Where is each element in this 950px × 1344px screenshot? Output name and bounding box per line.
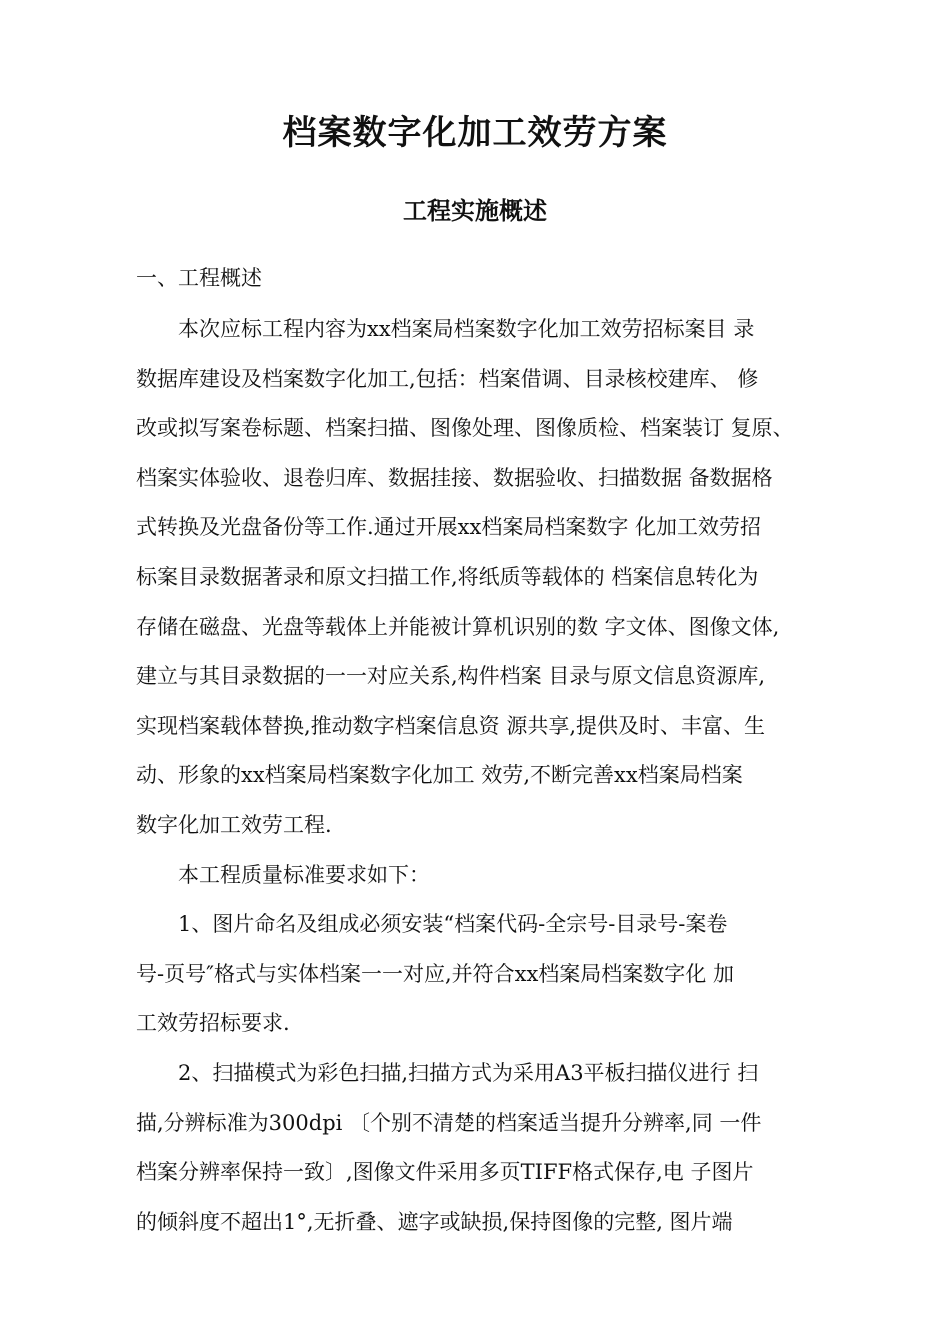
paragraph-line: 建立与其目录数据的一一对应关系,构件档案 目录与原文信息资源库,	[136, 664, 766, 689]
document-subtitle: 工程实施概述	[403, 197, 547, 225]
paragraph-line: 档案实体验收、退卷归库、数据挂接、数据验收、扫描数据 备数据格	[136, 465, 773, 490]
paragraph-line: 档案分辨率保持一致〕,图像文件采用多页TIFF格式保存,电 子图片	[136, 1160, 754, 1185]
paragraph-line: 号-页号″格式与实体档案一一对应,并符合xx档案局档案数字化 加	[136, 961, 734, 986]
paragraph-line: 实现档案载体替换,推动数字档案信息资 源共享,提供及时、丰富、生	[136, 713, 766, 738]
paragraph-line: 改或拟写案卷标题、档案扫描、图像处理、图像质检、档案装订 复原、	[136, 416, 794, 441]
paragraph-line: 存储在磁盘、光盘等载体上并能被计算机识别的数 字文体、图像文体,	[136, 614, 780, 639]
paragraph-line: 本次应标工程内容为xx档案局档案数字化加工效劳招标案目 录	[178, 317, 755, 341]
paragraph-line: 本工程质量标准要求如下：	[178, 862, 430, 887]
paragraph-line: 描,分辨标准为300dpi 〔个别不清楚的档案适当提升分辨率,同 一件	[136, 1110, 762, 1135]
paragraph-line: 动、形象的xx档案局档案数字化加工 效劳,不断完善xx档案局档案	[136, 763, 743, 788]
paragraph-line: 数据库建设及档案数字化加工,包括：档案借调、目录核校建库、 修	[136, 366, 759, 391]
paragraph-line: 1、图片命名及组成必须安装“档案代码-全宗号-目录号-案卷	[178, 912, 728, 937]
section-heading: 一、工程概述	[136, 266, 262, 290]
paragraph-scope	[136, 305, 826, 1247]
paragraph-line: 工效劳招标要求.	[136, 1011, 290, 1036]
paragraph-line: 标案目录数据著录和原文扫描工作,将纸质等载体的 档案信息转化为	[136, 564, 759, 589]
paragraph-line: 数字化加工效劳工程.	[136, 812, 332, 837]
paragraph-line: 式转换及光盘备份等工作.通过开展xx档案局档案数字 化加工效劳招	[136, 515, 762, 540]
document-title: 档案数字化加工效劳方案	[282, 113, 668, 153]
paragraph-line: 的倾斜度不超出1°,无折叠、遮字或缺损,保持图像的完整, 图片端	[136, 1209, 733, 1234]
paragraph-line: 2、扫描模式为彩色扫描,扫描方式为采用A3平板扫描仪进行 扫	[178, 1060, 759, 1085]
